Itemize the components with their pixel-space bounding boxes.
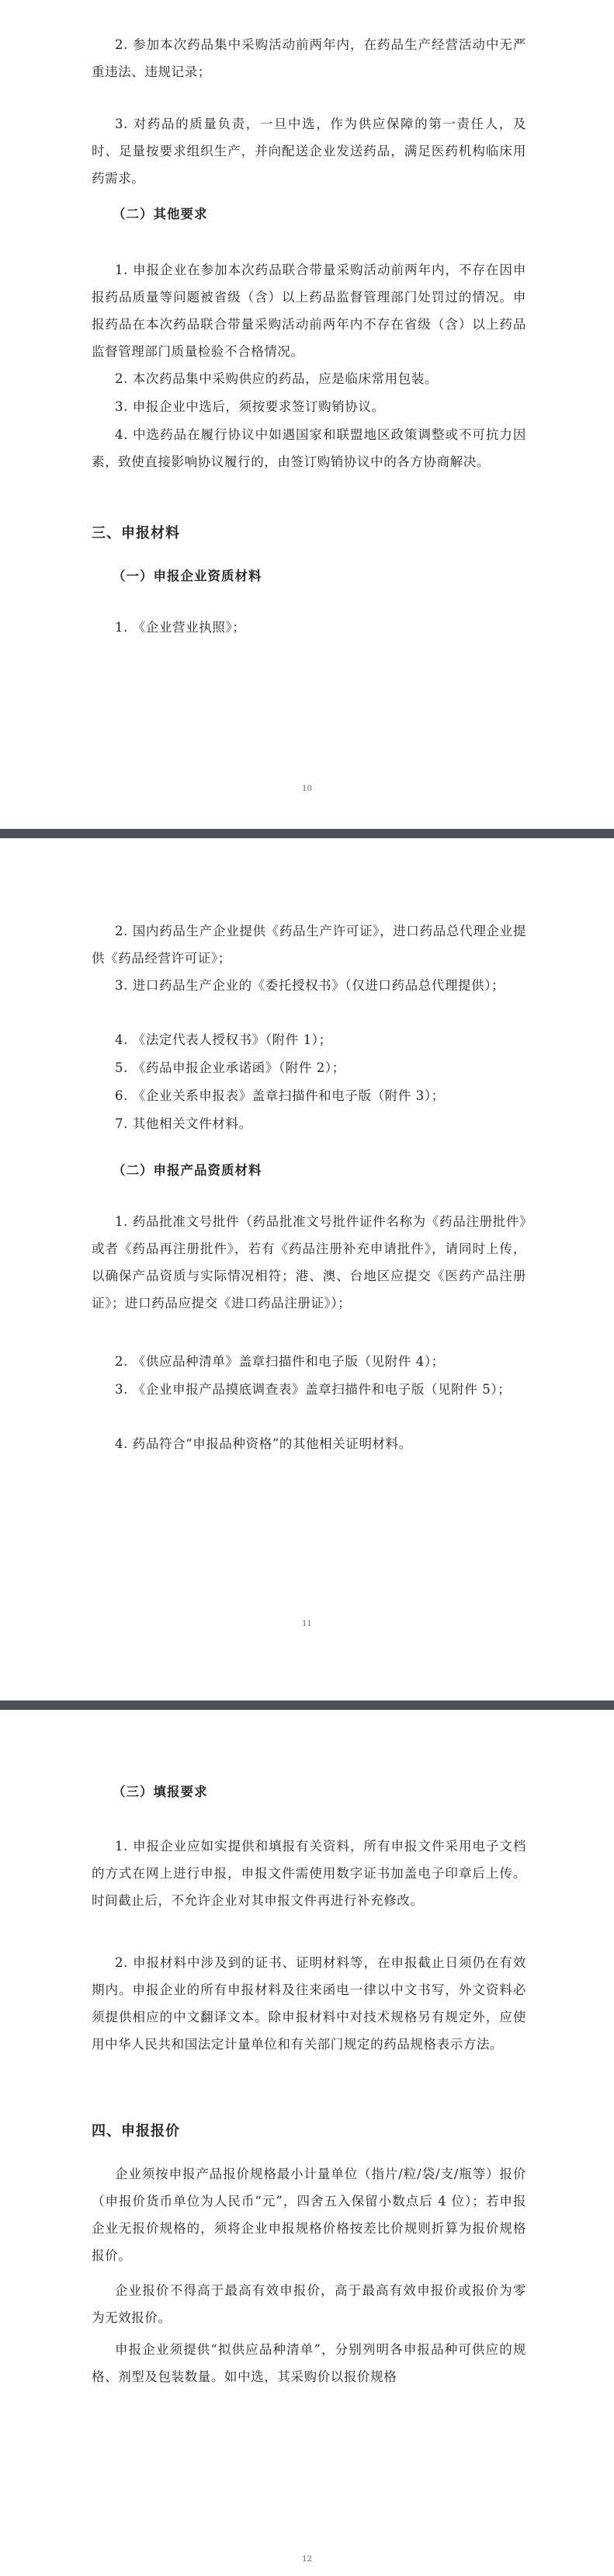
paragraph: 申报企业须提供“拟供应品种清单”，分别列明各申报品种可供应的规格、剂型及包装数量。如中选，其采购价以报价规格 [92,2342,526,2384]
subsection-heading: （三）填报要求 [113,1784,208,1799]
section-heading: 三、申报材料 [92,525,180,541]
paragraph: 4. 《法定代表人授权书》（附件 1）； [115,1032,332,1047]
paragraph: 1. 申报企业应如实提供和填报有关资料，所有申报文件采用电子文档的方式在网上进行申报，申报文件需使用数字证书加盖电子印章后上传。时间截止后，不允许企业对其申报文件再进行补充修改。 [92,1839,526,1908]
document-page-10 [0,0,614,829]
page-number: 11 [302,1620,312,1628]
paragraph: 1. 药品批准文号批件（药品批准文号批件证件名称为《药品注册批件》或者《药品再注册批件》，若有《药品注册补充申请批件》，请同时上传，以确保产品资质与实际情况相符；港、澳、台地区应提交《医药产品注册证》；进口药品应提交《进口药品注册证》）； [92,1214,526,1311]
document-page-11 [0,838,614,1701]
paragraph: 4. 药品符合“申报品种资格”的其他相关证明材料。 [115,1436,412,1451]
paragraph: 5. 《药品申报企业承诺函》（附件 2）； [115,1060,345,1075]
paragraph: 2. 本次药品集中采购供应的药品，应是临床常用包装。 [115,371,439,386]
page-number: 12 [302,2555,312,2564]
paragraph: 企业须按申报产品报价规格最小计量单位（指片/粒/袋/支/瓶等）报价（申报价货币单位为人民币“元”，四舍五入保留小数点后 4 位）；若申报企业无报价规格的，须将企业申报规格价格按差比价规则折算为报价规格报价。 [92,2167,526,2263]
paragraph: 1. 《企业营业执照》； [115,620,246,635]
page-separator [0,1701,614,1710]
subsection-heading: （一）申报企业资质材料 [113,569,262,583]
paragraph: 3. 申报企业中选后，须按要求签订购销协议。 [115,399,385,414]
paragraph: 2. 参加本次药品集中采购活动前两年内，在药品生产经营活动中无严重违法、违规记录； [92,37,526,79]
paragraph: 3. 对药品的质量负责，一旦中选，作为供应保障的第一责任人，及时、足量按要求组织生产，并向配送企业发送药品，满足医药机构临床用药需求。 [92,117,526,186]
section-heading: 四、申报报价 [92,2123,180,2139]
subsection-heading: （二）其他要求 [113,207,208,221]
paragraph: 2. 《供应品种清单》盖章扫描件和电子版（见附件 4）； [115,1354,445,1369]
paragraph: 企业报价不得高于最高有效申报价，高于最高有效申报价或报价为零为无效报价。 [92,2283,526,2325]
page-separator [0,829,614,838]
paragraph: 3. 进口药品生产企业的《委托授权书》（仅进口药品总代理提供）； [115,978,505,993]
paragraph: 2. 申报材料中涉及到的证书、证明材料等，在申报截止日须仍在有效期内。申报企业的所有申报材料及往来函电一律以中文书写，外文资料必须提供相应的中文翻译文本。除申报材料中对技术规格另有规定外，应使用中华人民共和国法定计量单位和有关部门规定的药品规格表示方法。 [92,1955,526,2052]
paragraph: 4. 中选药品在履行协议中如遇国家和联盟地区政策调整或不可抗力因素，致使直接影响协议履行的，由签订购销协议中的各方协商解决。 [92,427,526,469]
document-page-12 [0,1710,614,2576]
paragraph: 3. 《企业申报产品摸底调查表》盖章扫描件和电子版（见附件 5）； [115,1382,512,1397]
paragraph: 1. 申报企业在参加本次药品联合带量采购活动前两年内，不存在因申报药品质量等问题被省级（含）以上药品监督管理部门处罚过的情况。申报药品在本次药品联合带量采购活动前两年内不存在省级（含）以上药品监督管理部门质量检验不合格情况。 [92,263,526,359]
subsection-heading: （二）申报产品资质材料 [113,1163,262,1178]
paragraph: 7. 其他相关文件材料。 [115,1116,252,1131]
page-number: 10 [302,785,312,793]
paragraph: 6. 《企业关系申报表》盖章扫描件和电子版（附件 3）； [115,1088,445,1103]
paragraph: 2. 国内药品生产企业提供《药品生产许可证》，进口药品总代理企业提供《药品经营许可证》； [92,924,526,966]
